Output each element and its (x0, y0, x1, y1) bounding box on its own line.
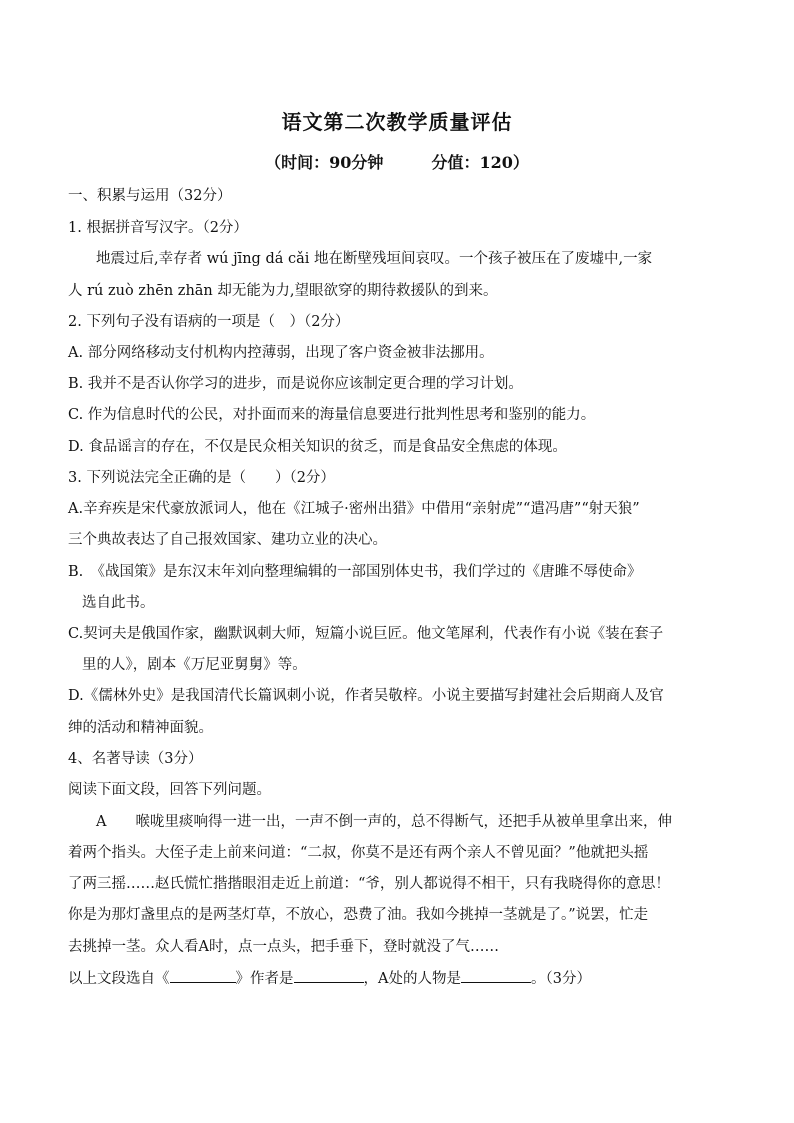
passage-line-3: 了两三摇……赵氏慌忙揩揩眼泪走近上前道：“爷，别人都说得不相干，只有我晓得你的意思！ (68, 876, 670, 892)
character-blank[interactable] (461, 968, 531, 983)
q1-stem: 1. 根据拼音写汉字。（2分） (68, 220, 248, 236)
q4-question (68, 968, 728, 989)
exam-info (0, 150, 794, 173)
q3-option-b-line-2: 选自此书。 (82, 595, 155, 611)
q4-question-part-3: ，A处的人物是 (363, 971, 461, 987)
exam-time: （时间：90分钟 (265, 153, 384, 172)
q3-option-c-line-2: 里的人》，剧本《万尼亚舅舅》等。 (82, 657, 307, 673)
q4-question-part-2: 》作者是 (235, 971, 294, 987)
exam-score: 分值：120） (431, 153, 529, 172)
q3-option-b-line-1: B. 《战国策》是东汉末年刘向整理编辑的一部国别体史书，我们学过的《唐雎不辱使命》 (68, 564, 642, 580)
q3-option-c-line-1: C.契诃夫是俄国作家，幽默讽刺大师，短篇小说巨匠。他文笔犀利，代表作有小说《装在套子 (68, 626, 664, 642)
q4-instruction: 阅读下面文段，回答下列问题。 (68, 782, 271, 798)
q2-option-c: C. 作为信息时代的公民，对扑面而来的海量信息要进行批判性思考和鉴别的能力。 (68, 407, 596, 423)
q1-line-2: 人 rú zuò zhēn zhān 却无能为力,望眼欲穿的期待救援队的到来。 (68, 283, 498, 299)
q3-option-d-line-2: 绅的活动和精神面貌。 (68, 720, 213, 736)
q2-option-a: A. 部分网络移动支付机构内控薄弱，出现了客户资金被非法挪用。 (68, 345, 494, 361)
passage-line-5: 去挑掉一茎。众人看A时，点一点头，把手垂下，登时就没了气…… (68, 939, 499, 955)
q3-option-a-line-1: A.辛弃疾是宋代豪放派词人，他在《江城子·密州出猎》中借用“亲射虎”“遣冯唐”“射天狼” (68, 501, 640, 517)
q2-option-b: B. 我并不是否认你学习的进步，而是说你应该制定更合理的学习计划。 (68, 376, 523, 392)
book-title-blank[interactable] (170, 968, 236, 983)
q1-line-1: 地震过后,幸存者 wú jīng dá cǎi 地在断壁残垣间哀叹。一个孩子被压在了废墟中,一家 (96, 251, 653, 267)
passage-line-2: 着两个指头。大侄子走上前来问道：“二叔，你莫不是还有两个亲人不曾见面？”他就把头摇 (68, 845, 649, 861)
section-heading: 一、积累与运用（32分） (68, 188, 232, 204)
q4-question-part-1: 以上文段选自《 (68, 971, 170, 987)
author-blank[interactable] (294, 968, 364, 983)
passage-line-4: 你是为那灯盏里点的是两茎灯草，不放心，恐费了油。我如今挑掉一茎就是了。”说罢，忙走 (68, 907, 649, 923)
q2-option-d: D. 食品谣言的存在，不仅是民众相关知识的贫乏，而是食品安全焦虑的体现。 (68, 439, 567, 455)
q4-stem: 4、名著导读（3分） (68, 751, 203, 767)
q4-question-part-4: 。（3分） (530, 971, 591, 987)
q3-option-d-line-1: D.《儒林外史》是我国清代长篇讽刺小说，作者吴敬梓。小说主要描写封建社会后期商人及官 (68, 688, 664, 704)
q2-stem: 2. 下列句子没有语病的一项是（ ）（2分） (68, 314, 350, 330)
passage-line-1: A 喉咙里痰响得一进一出，一声不倒一声的，总不得断气，还把手从被单里拿出来，伸 (96, 814, 672, 830)
page-title: 语文第二次教学质量评估 (281, 110, 513, 134)
q3-option-a-line-2: 三个典故表达了自己报效国家、建功立业的决心。 (68, 532, 387, 548)
q3-stem: 3. 下列说法完全正确的是（ ）（2分） (68, 470, 335, 486)
